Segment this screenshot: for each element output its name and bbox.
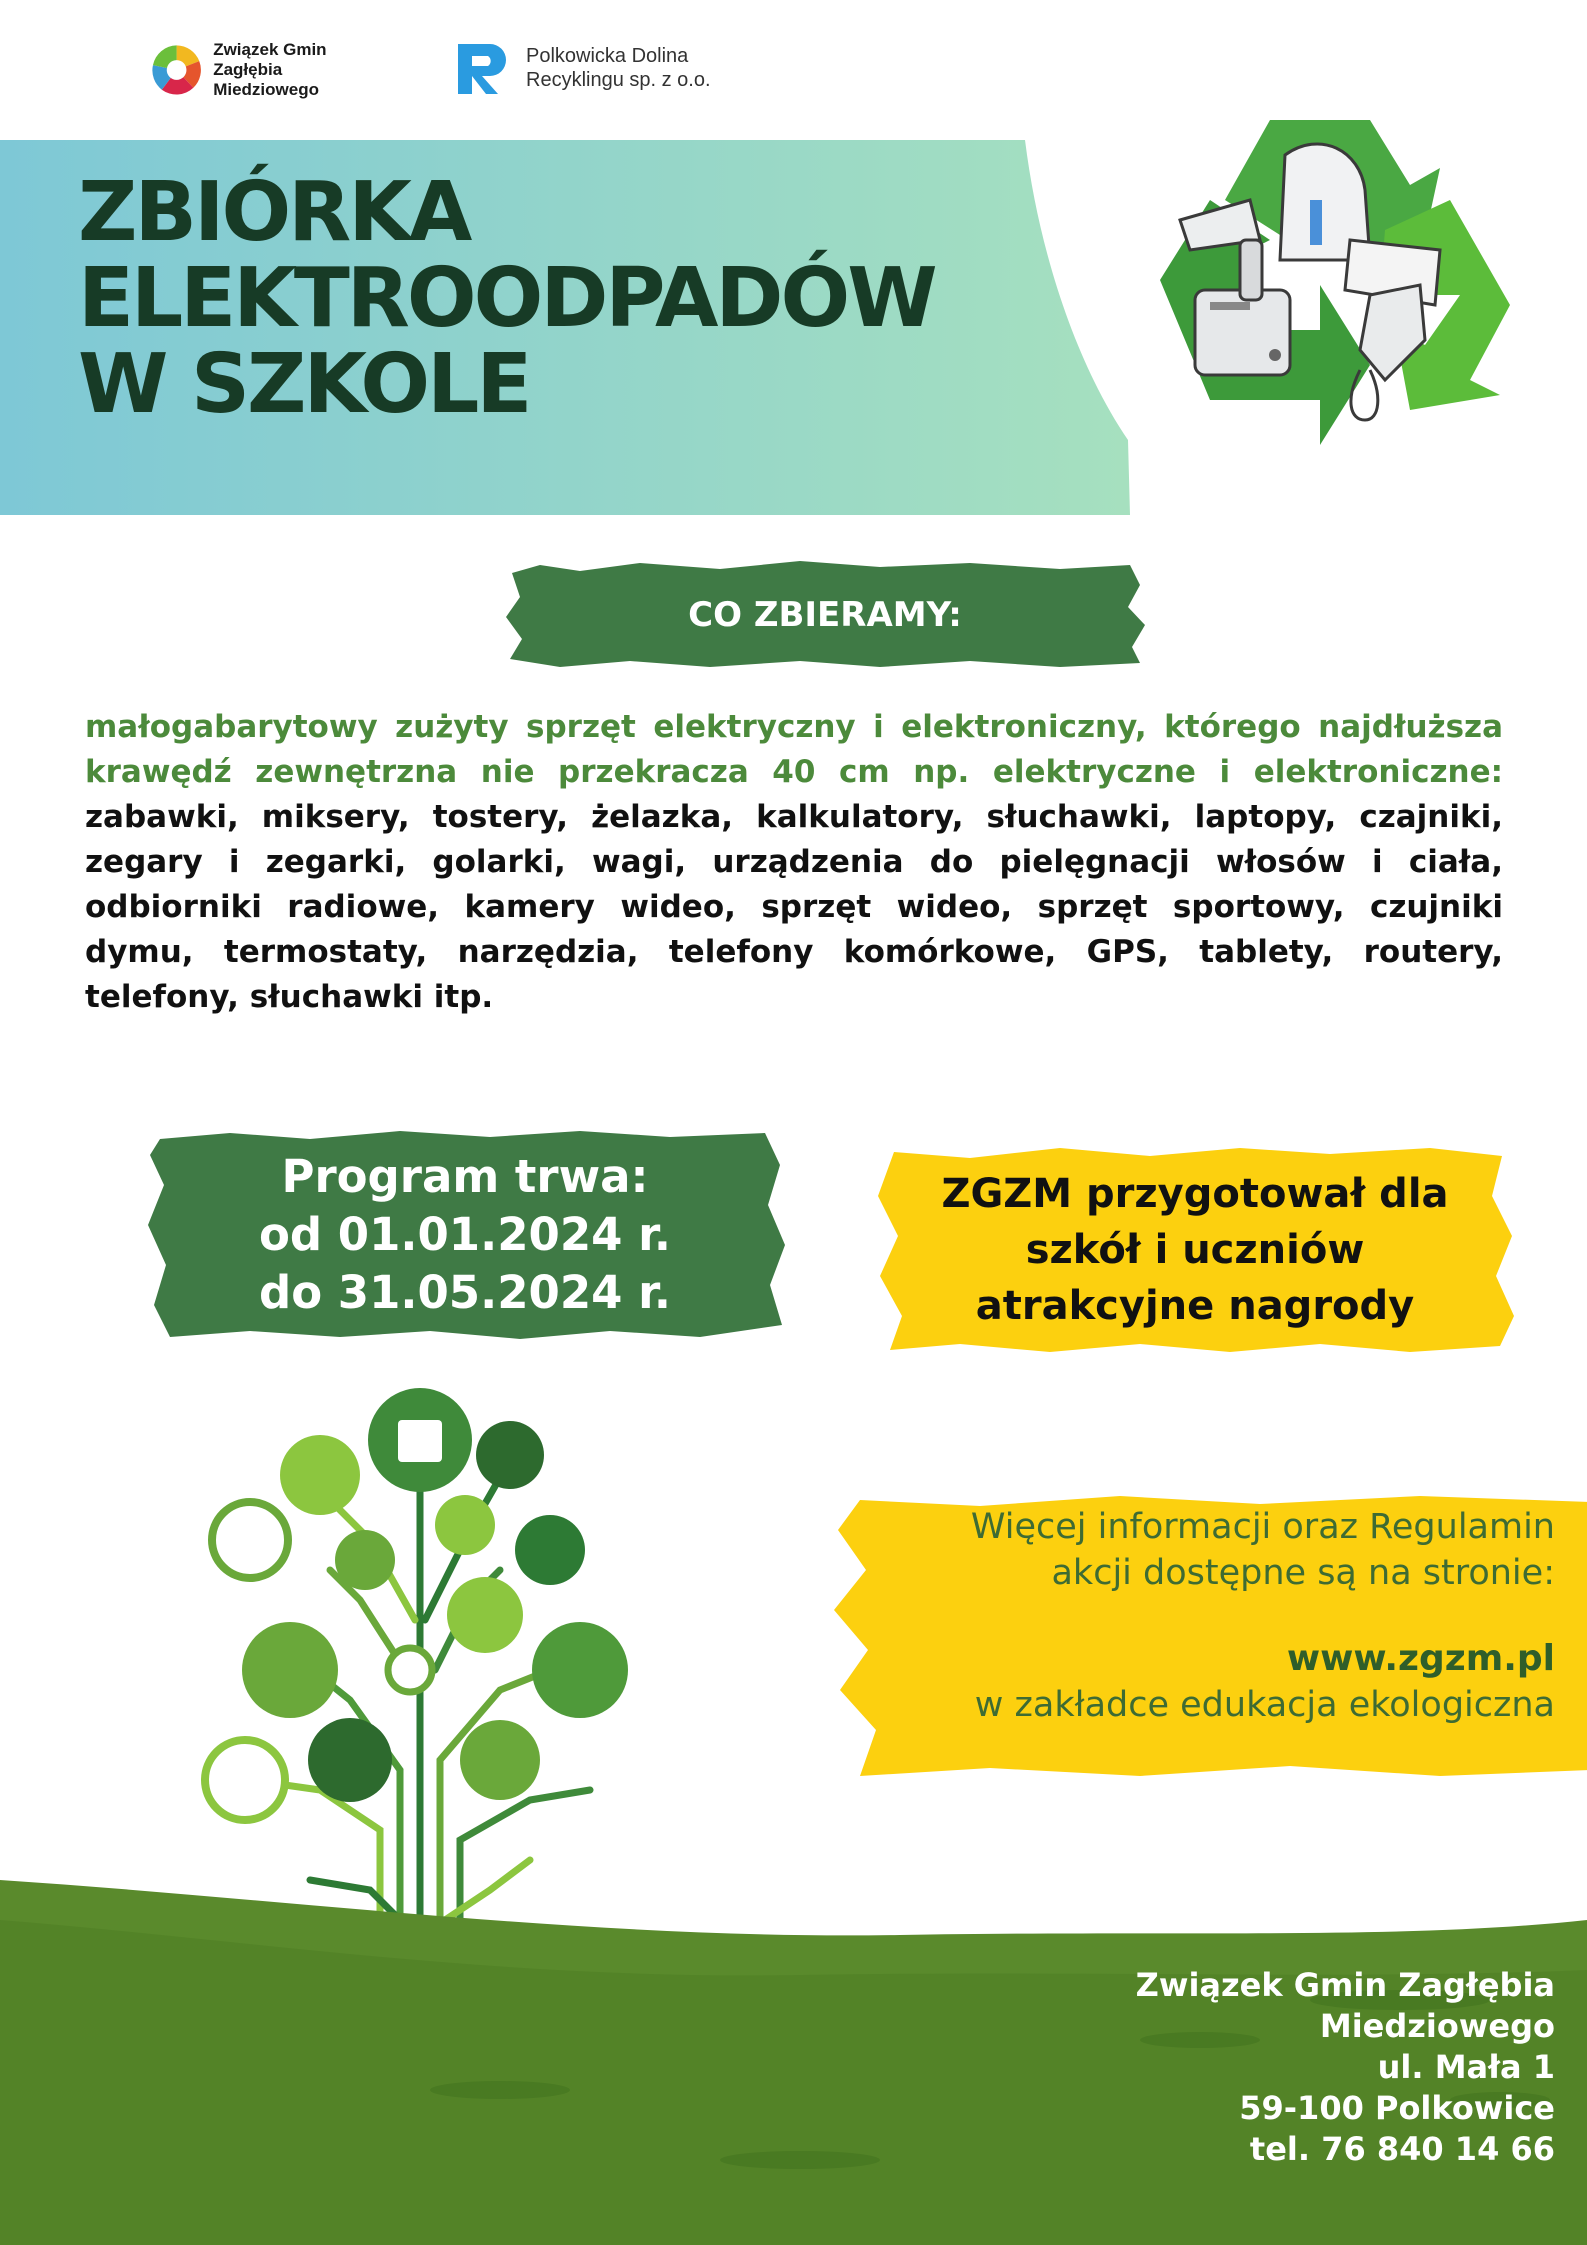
union-logo-text: Związek Gmin Zagłębia Miedziowego <box>213 40 327 99</box>
website-link[interactable]: www.zgzm.pl <box>1286 1638 1555 1679</box>
collect-items: zabawki, miksery, tostery, żelazka, kalkulatory, słuchawki, laptopy, czajniki, zegary i zegarki, golarki, wagi, urządzenia do pielęgnacji włosów i ciała, odbiorniki radiowe, kamery wideo, sprzęt wideo, sprzęt sportowy, czujniki dymu, termostaty, narzędzia, telefony komórkowe, GPS, tablety, routery, telefony, słuchawki itp. <box>85 799 1503 1015</box>
prize-text: ZGZM przygotował dla szkół i uczniów atrakcyjne nagrody <box>941 1171 1449 1329</box>
info-banner <box>820 1490 1587 1780</box>
collect-heading-banner <box>500 555 1150 675</box>
prize-banner <box>870 1140 1520 1360</box>
recycle-appliances-icon <box>1120 90 1560 490</box>
company-logo-text: Polkowicka Dolina Recyklingu sp. z o.o. <box>526 45 711 91</box>
info-text: Więcej informacji oraz Regulamin akcji dostępne są na stronie: www.zgzm.pl w zakładce edukacja ekologiczna <box>835 1490 1555 1728</box>
page-title: ZBIÓRKA ELEKTROODPADÓW W SZKOLE <box>78 165 935 432</box>
union-logo <box>150 40 390 100</box>
company-logo-icon <box>452 38 512 98</box>
union-logo-icon <box>150 43 203 97</box>
collect-intro: małogabarytowy zużyty sprzęt elektryczny i elektroniczny, którego najdłuższa krawędź zewnętrzna nie przekracza 40 cm np. elektryczne i elektroniczne: <box>85 709 1503 790</box>
collect-description <box>85 705 1503 1020</box>
contact-address: Związek Gmin Zagłębia Miedziowego ul. Mała 1 59-100 Polkowice tel. 76 840 14 66 <box>1135 1966 1555 2168</box>
program-dates: Program trwa: od 01.01.2024 r. do 31.05.2024 r. <box>258 1150 671 1319</box>
company-logo <box>452 36 772 100</box>
collect-heading: CO ZBIERAMY: <box>688 595 962 635</box>
program-banner <box>140 1125 790 1345</box>
